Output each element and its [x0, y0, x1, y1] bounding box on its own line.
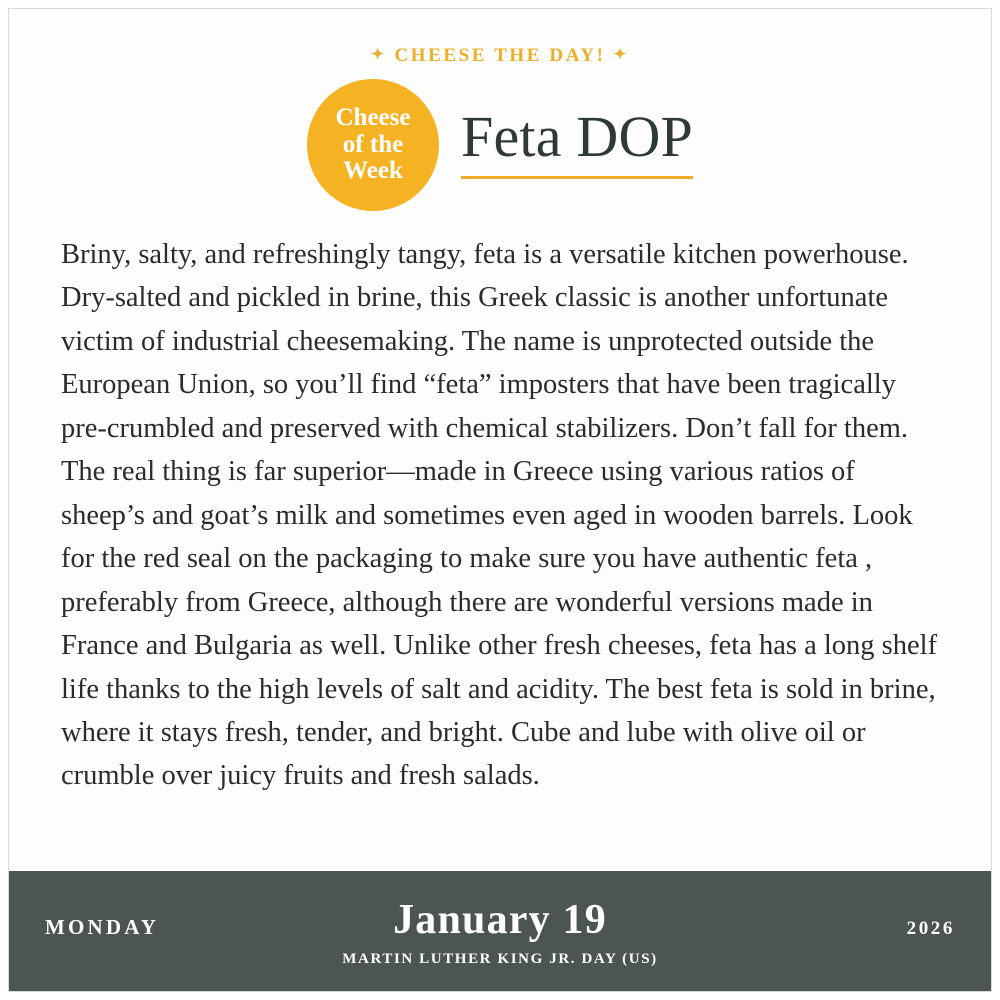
body-text: Briny, salty, and refreshingly tangy, feta is a versatile kitchen powerhouse. Dry-salted and pickled in brine, this Greek classic is another unfortunate victim of industrial cheesemaking. The name is unprotected outside the European Union, so you’ll find “feta” imposters that have been tragically pre-crumbled and preserved with chemical stabilizers. Don’t fall for them. The real thing is far superior—made in Greece using various ratios of sheep’s and goat’s milk and sometimes even aged in wooden barrels. Look for the red seal on the packaging to make sure you have authentic feta , preferably from Greece, although there are wonderful versions made in France and Bulgaria as well. Unlike other fresh cheeses, feta has a long shelf life thanks to the high levels of salt and acidity. The best feta is sold in brine, where it stays fresh, tender, and bright. Cube and lube with olive oil or crumble over juicy fruits and fresh salads. — [61, 239, 938, 792]
year-label: 2026 — [906, 918, 955, 939]
date-stack — [9, 897, 991, 968]
date-label: January 19 — [393, 897, 607, 943]
badge-line-2: of the — [342, 130, 404, 158]
page-title: Feta DOP — [461, 103, 693, 169]
page-content — [9, 9, 991, 871]
sparkle-right-icon: ✦ — [613, 47, 629, 63]
footer-inner — [9, 871, 991, 991]
badge-line-1: Cheese — [335, 104, 411, 132]
title-row — [9, 79, 991, 211]
title-underline — [461, 176, 693, 179]
sparkle-left-icon: ✦ — [371, 47, 387, 63]
kicker-banner — [9, 9, 991, 67]
badge-line-3: Week — [343, 157, 403, 185]
kicker-text: CHEESE THE DAY! — [394, 45, 606, 66]
holiday-label: MARTIN LUTHER KING JR. DAY (US) — [342, 951, 658, 968]
title-block — [461, 103, 693, 183]
cheese-of-the-week-badge — [307, 79, 439, 211]
weekday-label: MONDAY — [45, 915, 160, 939]
date-footer — [9, 871, 991, 991]
